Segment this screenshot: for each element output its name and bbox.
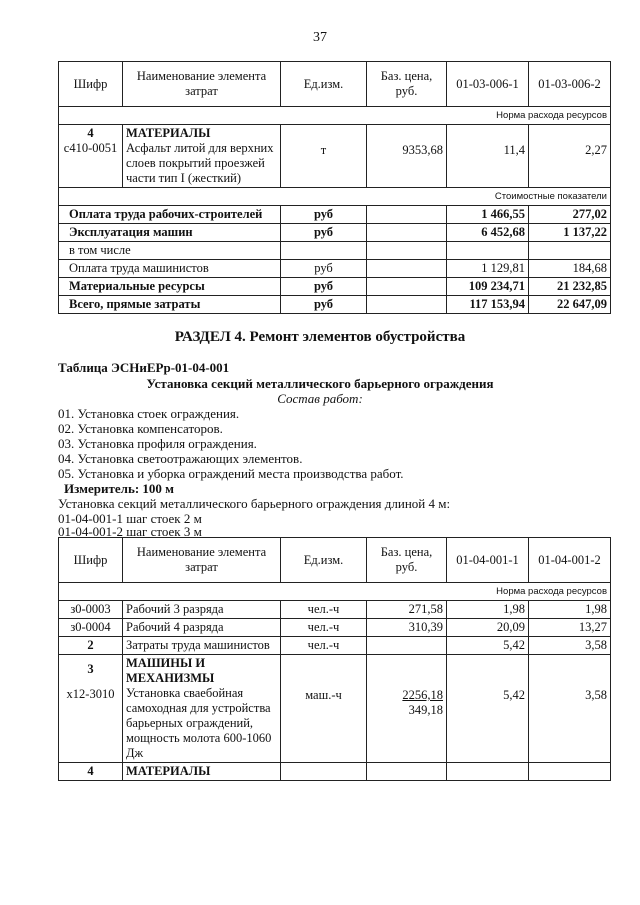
table-row <box>59 296 611 314</box>
work-item: 02. Установка компенсаторов. <box>58 421 223 436</box>
table-id: Таблица ЭСНиЕРр-01-04-001 <box>58 360 230 375</box>
resources-table-1 <box>58 61 611 314</box>
price-cell <box>367 637 447 655</box>
row-number: 2 <box>59 637 123 655</box>
header-price: Баз. цена, руб. <box>367 62 447 107</box>
price-cell: 9353,68 <box>367 125 447 188</box>
row-number: 4 <box>87 126 94 140</box>
value-cell-1: 1,98 <box>447 601 529 619</box>
header-col-1: 01-04-001-1 <box>447 538 529 583</box>
cost-unit <box>281 242 367 260</box>
section-heading: МЕХАНИЗМЫ <box>126 671 215 685</box>
cost-unit: руб <box>281 260 367 278</box>
cost-value-2: 1 137,22 <box>529 224 611 242</box>
meter: Измеритель: 100 м <box>64 481 175 496</box>
table-row <box>59 763 611 781</box>
resource-name: Асфальт литой для верхних слоев покрытий проезжей части тип I (жесткий) <box>126 141 274 185</box>
cost-name: в том числе <box>59 242 281 260</box>
cost-value-1: 109 234,71 <box>447 278 529 296</box>
work-item: 03. Установка профиля ограждения. <box>58 436 257 451</box>
cost-name: Всего, прямые затраты <box>59 296 281 314</box>
table-row <box>59 242 611 260</box>
work-item: 01. Установка стоек ограждения. <box>58 406 240 421</box>
value-cell-2: 1,98 <box>529 601 611 619</box>
cost-price <box>367 242 447 260</box>
value-cell-1: 5,42 <box>447 637 529 655</box>
header-unit: Ед.изм. <box>281 62 367 107</box>
machines-name-cell <box>123 655 281 763</box>
price-value: 2256,18 <box>402 688 443 702</box>
cost-price <box>367 278 447 296</box>
section-title: РАЗДЕЛ 4. Ремонт элементов обустройства <box>174 329 466 345</box>
cost-unit: руб <box>281 206 367 224</box>
cost-name: Материальные ресурсы <box>59 278 281 296</box>
materials-code-cell <box>59 125 123 188</box>
cost-value-1: 117 153,94 <box>447 296 529 314</box>
cost-price <box>367 260 447 278</box>
cost-value-1: 6 452,68 <box>447 224 529 242</box>
cost-value-1: 1 129,81 <box>447 260 529 278</box>
cost-price <box>367 296 447 314</box>
resource-name: Затраты труда машинистов <box>123 637 281 655</box>
table-row <box>59 260 611 278</box>
price-cell: 310,39 <box>367 619 447 637</box>
cost-value-2: 277,02 <box>529 206 611 224</box>
table-row <box>59 206 611 224</box>
header-code: Шифр <box>59 62 123 107</box>
norm-label: Норма расхода ресурсов <box>59 107 611 125</box>
machines-code-cell <box>59 655 123 763</box>
cost-name: Эксплуатация машин <box>59 224 281 242</box>
price-cell <box>367 763 447 781</box>
header-name: Наименование элемента затрат <box>123 538 281 583</box>
resource-code: с410-0051 <box>63 141 118 155</box>
table-title: Установка секций металлического барьерного ограждения <box>146 376 494 391</box>
cost-name: Оплата труда рабочих-строителей <box>59 206 281 224</box>
cost-name: Оплата труда машинистов <box>59 260 281 278</box>
header-price: Баз. цена, руб. <box>367 538 447 583</box>
norm-label-row <box>59 107 611 125</box>
norm-label: Норма расхода ресурсов <box>59 583 611 601</box>
price-cell: 271,58 <box>367 601 447 619</box>
variant-line: 01-04-001-2 шаг стоек 3 м <box>58 524 202 539</box>
cost-price <box>367 224 447 242</box>
resource-name: Установка сваебойная самоходная для устройства барьерных ограждений, мощность молота 600-1060 Дж <box>126 686 272 760</box>
section-heading: МАТЕРИАЛЫ <box>123 763 281 781</box>
value-cell-2: 3,58 <box>529 637 611 655</box>
table-header-row <box>59 538 611 583</box>
price-value-2: 349,18 <box>408 703 443 717</box>
unit-cell <box>281 763 367 781</box>
header-col-2: 01-03-006-2 <box>529 62 611 107</box>
value-cell-2: 13,27 <box>529 619 611 637</box>
table-row <box>59 601 611 619</box>
resource-code: х12-3010 <box>66 687 115 701</box>
header-name: Наименование элемента затрат <box>123 62 281 107</box>
cost-unit: руб <box>281 278 367 296</box>
section-heading: МАТЕРИАЛЫ <box>126 126 211 140</box>
cost-label-row <box>59 188 611 206</box>
table-row <box>59 619 611 637</box>
cost-label: Стоимостные показатели <box>59 188 611 206</box>
value-cell-1: 20,09 <box>447 619 529 637</box>
cost-unit: руб <box>281 224 367 242</box>
works-title: Состав работ: <box>277 391 363 406</box>
value-cell-1 <box>447 763 529 781</box>
unit-cell: маш.-ч <box>281 655 367 763</box>
resource-code: з0-0004 <box>59 619 123 637</box>
row-number: 4 <box>59 763 123 781</box>
cost-value-1: 1 466,55 <box>447 206 529 224</box>
table-row <box>59 655 611 763</box>
value-cell-2 <box>529 763 611 781</box>
page-number: 37 <box>313 30 327 45</box>
header-code: Шифр <box>59 538 123 583</box>
resource-code: з0-0003 <box>59 601 123 619</box>
resources-table-2 <box>58 537 611 781</box>
cost-value-1 <box>447 242 529 260</box>
materials-name-cell <box>123 125 281 188</box>
cost-value-2: 21 232,85 <box>529 278 611 296</box>
value-cell-1: 11,4 <box>447 125 529 188</box>
value-cell-2: 2,27 <box>529 125 611 188</box>
variant-line: 01-04-001-1 шаг стоек 2 м <box>58 511 202 526</box>
table-header-row <box>59 62 611 107</box>
table-row <box>59 125 611 188</box>
unit-cell: чел.-ч <box>281 637 367 655</box>
description: Установка секций металлического барьерного ограждения длиной 4 м: <box>58 496 451 511</box>
value-cell-2: 3,58 <box>529 655 611 763</box>
header-unit: Ед.изм. <box>281 538 367 583</box>
resource-name: Рабочий 3 разряда <box>123 601 281 619</box>
row-number: 3 <box>87 662 94 676</box>
cost-value-2 <box>529 242 611 260</box>
value-cell-1: 5,42 <box>447 655 529 763</box>
table-row <box>59 637 611 655</box>
unit-cell: т <box>281 125 367 188</box>
price-cell <box>367 655 447 763</box>
table-row <box>59 278 611 296</box>
work-item: 05. Установка и уборка ограждений места производства работ. <box>58 466 404 481</box>
unit-cell: чел.-ч <box>281 601 367 619</box>
resource-name: Рабочий 4 разряда <box>123 619 281 637</box>
unit-cell: чел.-ч <box>281 619 367 637</box>
header-col-2: 01-04-001-2 <box>529 538 611 583</box>
cost-price <box>367 206 447 224</box>
norm-label-row <box>59 583 611 601</box>
cost-value-2: 184,68 <box>529 260 611 278</box>
header-col-1: 01-03-006-1 <box>447 62 529 107</box>
work-item: 04. Установка светоотражающих элементов. <box>58 451 303 466</box>
cost-value-2: 22 647,09 <box>529 296 611 314</box>
table-row <box>59 224 611 242</box>
section-heading: МАШИНЫ И <box>126 656 206 670</box>
cost-unit: руб <box>281 296 367 314</box>
